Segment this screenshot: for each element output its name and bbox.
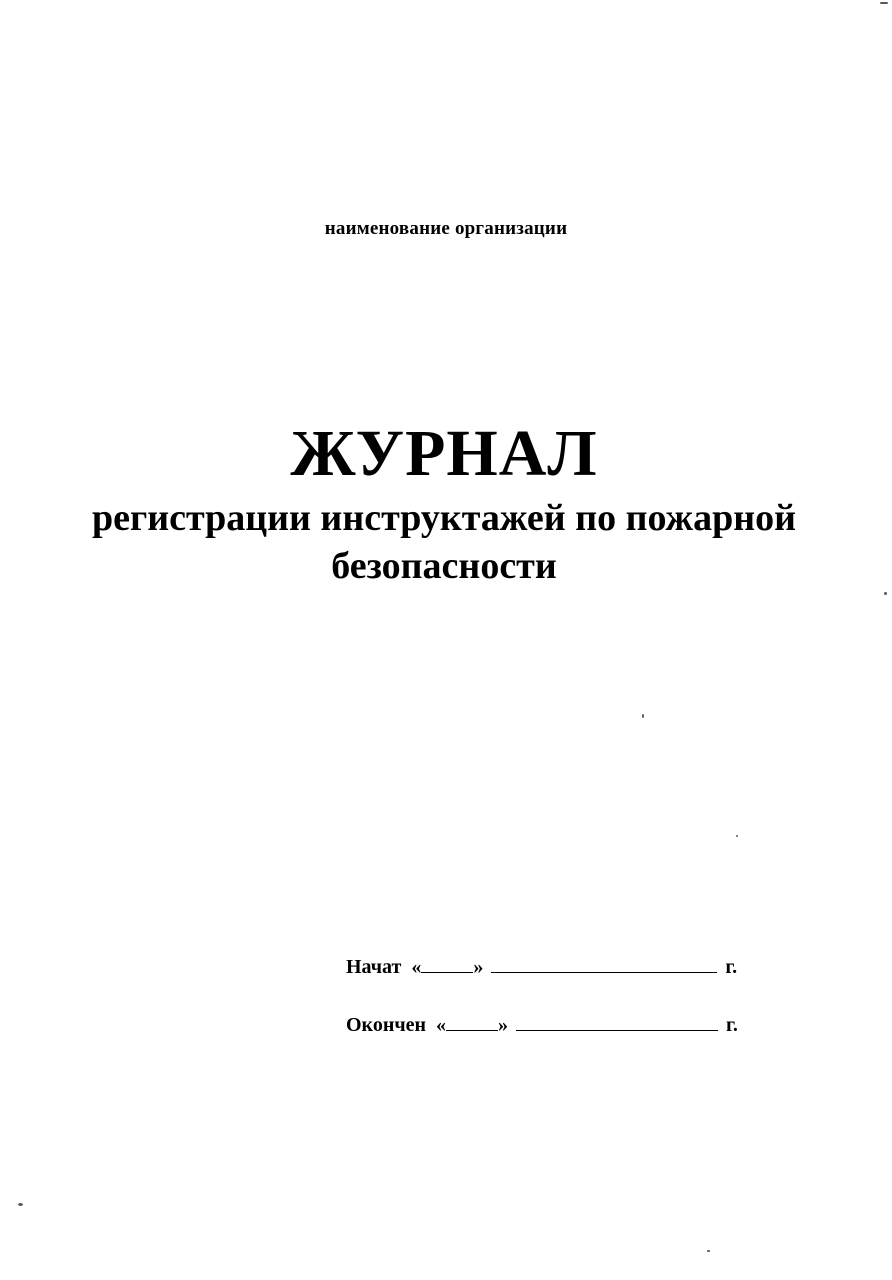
scan-speck (18, 1203, 23, 1206)
scan-speck (884, 592, 887, 595)
end-date-row (346, 1012, 738, 1037)
start-month-blank (491, 954, 717, 973)
start-day-blank (421, 954, 473, 973)
document-subtitle (0, 494, 888, 590)
scan-speck (642, 714, 644, 718)
end-open-quote: « (436, 1014, 447, 1036)
document-title: ЖУРНАЛ (290, 417, 598, 490)
start-year-suffix: г. (725, 956, 738, 978)
end-year-suffix: г. (726, 1014, 738, 1036)
organization-name-label: наименование организации (324, 218, 568, 239)
scan-speck (736, 835, 738, 837)
start-date-row (346, 954, 737, 979)
subtitle-line-2: безопасности (331, 545, 557, 587)
start-close-quote: » (473, 956, 484, 978)
scan-speck (707, 1250, 710, 1252)
end-date-label: Окончен (346, 1014, 427, 1036)
subtitle-line-1: регистрации инструктажей по пожарной (91, 497, 797, 539)
end-month-blank (516, 1012, 718, 1031)
end-day-blank (446, 1012, 498, 1031)
scan-speck (880, 2, 888, 4)
start-date-label: Начат (346, 956, 402, 978)
end-close-quote: » (498, 1014, 509, 1036)
start-open-quote: « (411, 956, 422, 978)
